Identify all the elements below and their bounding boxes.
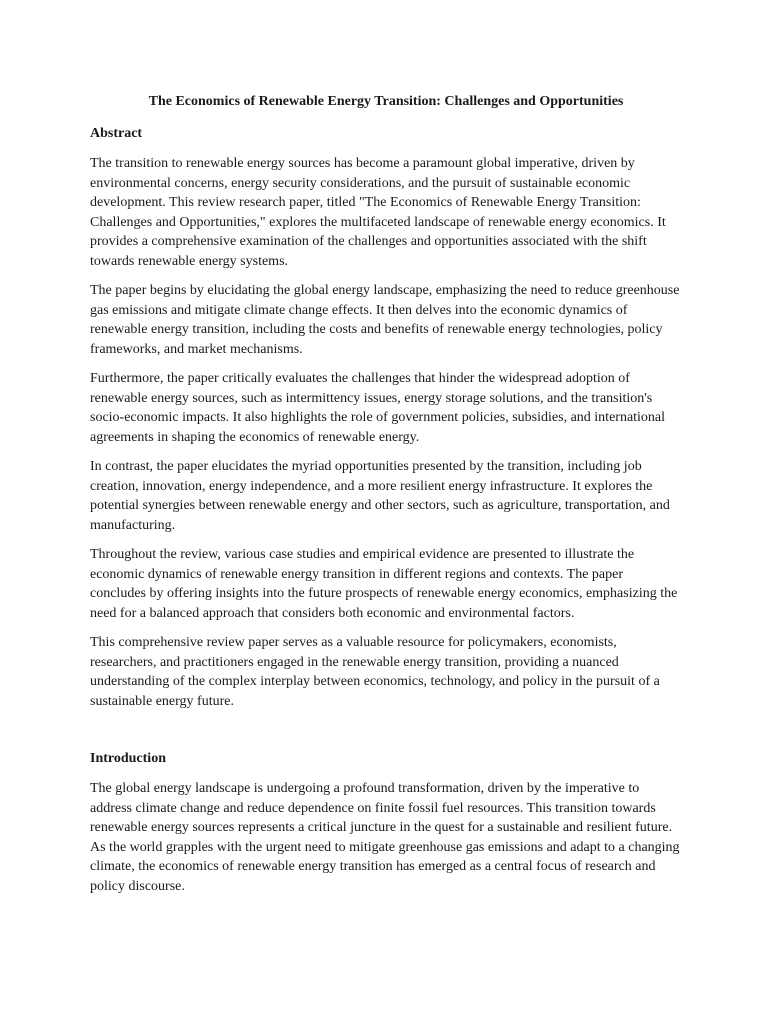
abstract-paragraph-5: Throughout the review, various case studies and empirical evidence are presented to illustrate the economic dynamics of renewable energy transition in different regions and contexts. The paper concludes by offering insights into the future prospects of renewable energy economics, emphasizing the need for a balanced approach that considers both economic and environmental factors.	[90, 547, 678, 621]
introduction-heading: Introduction	[90, 751, 166, 766]
document-page	[90, 92, 682, 906]
introduction-paragraph-1: The global energy landscape is undergoing a profound transformation, driven by the imperative to address climate change and reduce dependence on finite fossil fuel resources. This transition towards renewable energy sources represents a critical juncture in the quest for a sustainable and resilient future. As the world grapples with the urgent need to mitigate greenhouse gas emissions and adapt to a changing climate, the economics of renewable energy transition has emerged as a central focus of research and policy discourse.	[90, 781, 680, 894]
abstract-paragraph-4: In contrast, the paper elucidates the myriad opportunities presented by the transition, including job creation, innovation, energy independence, and a more resilient energy infrastructure. It explores the potential synergies between renewable energy and other sectors, such as agriculture, transportation, and manufacturing.	[90, 459, 670, 533]
abstract-paragraph-3: Furthermore, the paper critically evaluates the challenges that hinder the widespread adoption of renewable energy sources, such as intermittency issues, energy storage solutions, and the transition's socio-economic impacts. It also highlights the role of government policies, subsidies, and international agreements in shaping the economics of renewable energy.	[90, 371, 666, 445]
section-spacer	[90, 721, 682, 749]
abstract-paragraph-6: This comprehensive review paper serves as a valuable resource for policymakers, economists, researchers, and practitioners engaged in the renewable energy transition, providing a nuanced understanding of the complex interplay between economics, technology, and policy in the pursuit of a sustainable energy future.	[90, 635, 660, 709]
abstract-heading: Abstract	[90, 126, 143, 141]
abstract-paragraph-1: The transition to renewable energy sources has become a paramount global imperative, driven by environmental concerns, energy security considerations, and the pursuit of sustainable economic development. This review research paper, titled "The Economics of Renewable Energy Transition: Challenges and Opportunities," explores the multifaceted landscape of renewable energy economics. It provides a comprehensive examination of the challenges and opportunities associated with the shift towards renewable energy systems.	[90, 156, 666, 269]
paper-title: The Economics of Renewable Energy Transition: Challenges and Opportunities	[148, 94, 624, 109]
abstract-paragraph-2: The paper begins by elucidating the global energy landscape, emphasizing the need to reduce greenhouse gas emissions and mitigate climate change effects. It then delves into the economic dynamics of renewable energy transition, including the costs and benefits of renewable energy technologies, policy frameworks, and market mechanisms.	[90, 283, 680, 357]
